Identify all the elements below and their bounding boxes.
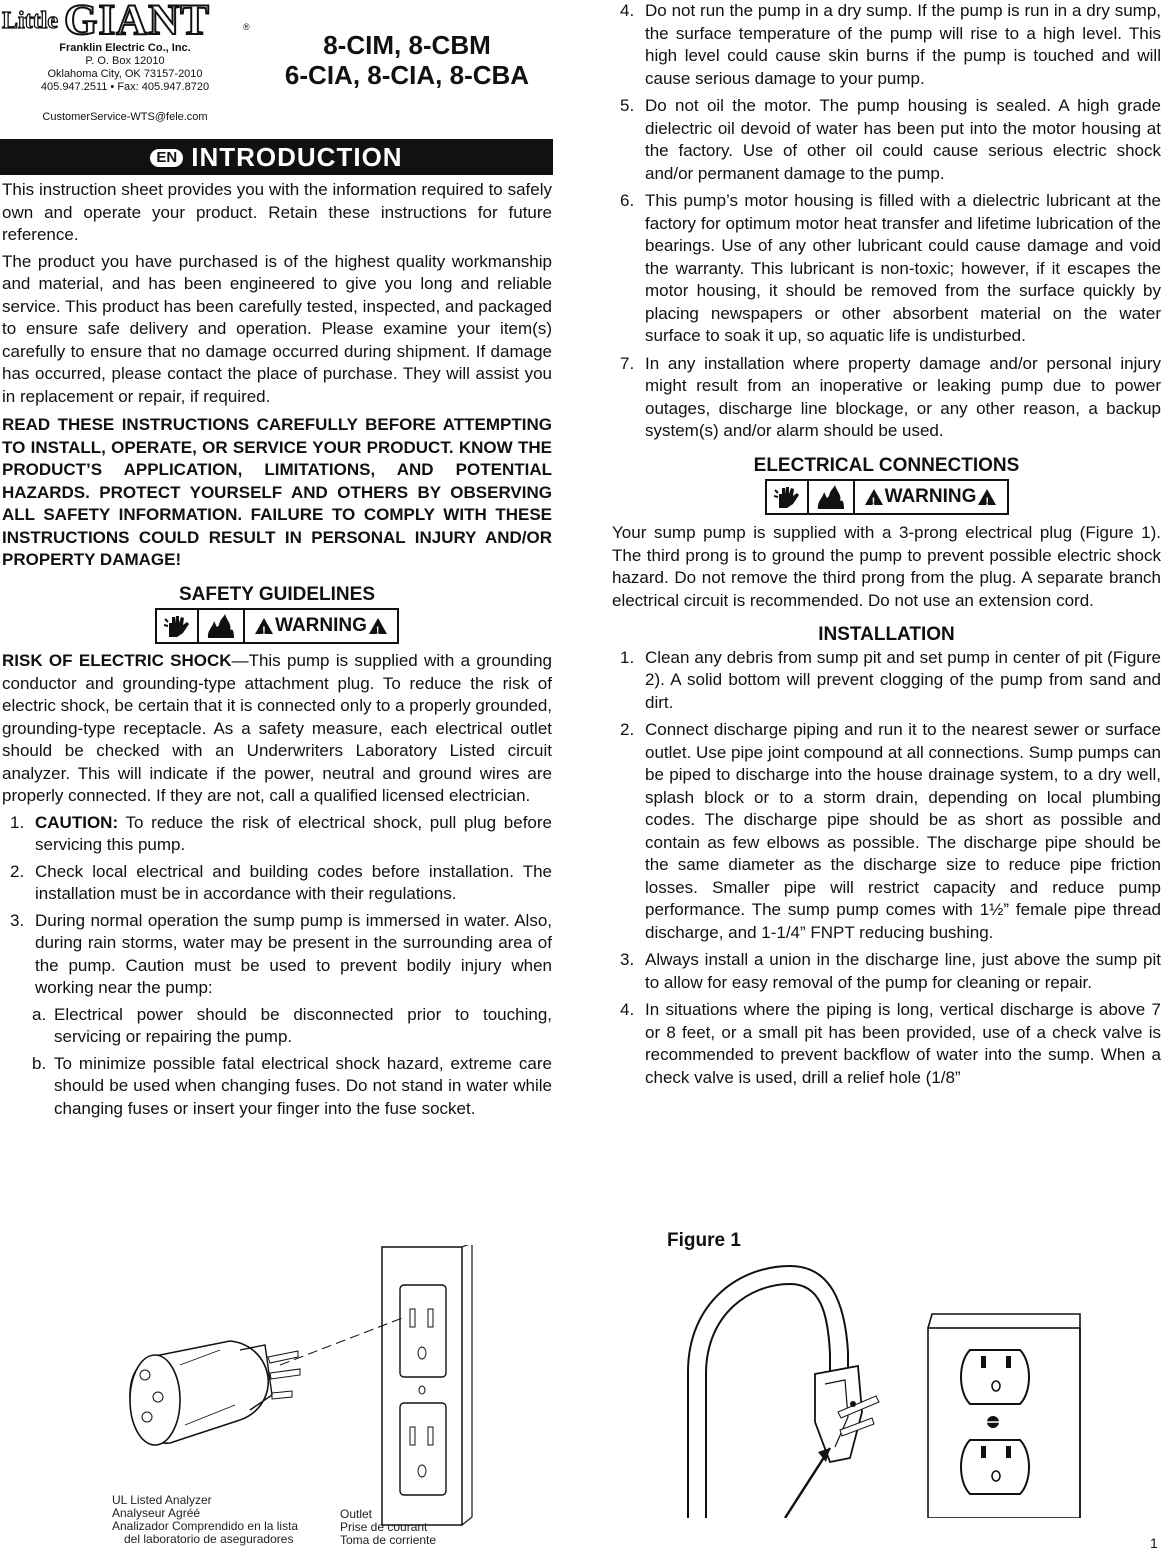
company-address (0, 42, 250, 94)
logo-registered: ® (243, 22, 250, 32)
electrical-heading: ELECTRICAL CONNECTIONS (753, 454, 1020, 476)
list-item: 4. In situations where the piping is long, vertical discharge is above 7 or 8 feet, or a small pit has been provided, use of a check valve is recommended to prevent backflow of water into the sump. When a check valve is used, drill a relief hole (1/8” (620, 1000, 1161, 1087)
warning-triangle-icon: ! (255, 618, 273, 634)
left-column (2, 179, 552, 1120)
models-line-1: 8-CIM, 8-CBM (323, 30, 491, 60)
company-name: Franklin Electric Co., Inc. (59, 42, 191, 54)
warning-box-electrical (765, 479, 1009, 515)
list-item: 6. This pump’s motor housing is filled with a dielectric lubricant at the factory for optimum motor heat transfer and lifetime lubrication of the bearings. Use of any other lubricant could cause damage and void the warranty. This lubricant is non-toxic; however, if it escapes the motor housing, it should be removed from the surface quickly by placing newspapers or other absorbent material on the water surface to soak it up, so aquatic life is undisturbed. (620, 191, 1161, 345)
figure-1-plug-illustration (680, 1262, 1090, 1518)
outlet-caption: Outlet Prise de courant Toma de corriente (340, 1507, 437, 1547)
warning-triangle-icon: ! (978, 489, 996, 505)
list-item: 1. Clean any debris from sump pit and set pump in center of pit (Figure 2). A solid bottom will prevent clogging of the pump from sand and dirt. (620, 647, 1161, 712)
installation-heading: INSTALLATION (818, 624, 955, 645)
section-title: INTRODUCTION (191, 142, 403, 172)
fire-icon (199, 610, 245, 642)
safety-heading: SAFETY GUIDELINES (178, 583, 375, 605)
risk-text: —This pump is supplied with a grounding conductor and grounding-type attachment plug. To reduce the risk of electric shock, be certain that it is connected only to a properly grounded, grounding-type receptacle. As a safety measure, each electrical outlet should be checked with an Underwriters Laboratory Listed circuit analyzer. This will indicate if the power, neutral and ground wires are properly connected. If they are not, call a qualified licensed electrician. (2, 651, 552, 805)
list-item: 2. Check local electrical and building codes before installation. The installation must be in accordance with their regulations. (10, 861, 552, 903)
risk-lead: RISK OF ELECTRIC SHOCK (2, 651, 232, 670)
list-item: 1. CAUTION: To reduce the risk of electrical shock, pull plug before servicing this pump. (10, 812, 552, 854)
electrical-paragraph: Your sump pump is supplied with a 3-prong electrical plug (Figure 1). The third prong is to ground the pump to prevent possible electric shock hazard. Do not remove the third prong from the plug. A separate branch electrical circuit is recommended. Do not use an extension cord. (612, 523, 1161, 610)
warning-triangle-icon: ! (369, 618, 387, 634)
hand-shock-icon (767, 481, 809, 513)
warning-text: ! WARNING ! (245, 610, 397, 642)
list-item: 4. Do not run the pump in a dry sump. If the pump is run in a dry sump, the surface temperature of the pump will rise to a high level. This high level could cause skin burns if the pump is touched and will cause serious damage to your pump. (620, 1, 1161, 88)
warning-text: ! WARNING ! (855, 481, 1007, 513)
warning-box-safety (155, 608, 399, 644)
city: Oklahoma City, OK 73157-2010 (47, 68, 203, 80)
po-box: P. O. Box 12010 (85, 55, 165, 67)
fire-icon (809, 481, 855, 513)
list-item: 2. Connect discharge piping and run it to the nearest sewer or surface outlet. Use pipe joint compound at all connections. Sump pumps can be piped to discharge into the house drainage system, to a dry well, splash block or to a storm drain, depending on local plumbing codes. The discharge pipe should be as short as possible and contain as few elbows as possible. The discharge pipe should be the same diameter as the discharge size to reduce pipe friction losses. Smaller pipe will restrict capacity and reduce pump performance. The sump pump comes with 1½” female pipe thread discharge, and 1-1/4” FNPT reducing bushing. (620, 720, 1161, 942)
models-line-2: 6-CIA, 8-CIA, 8-CBA (284, 60, 530, 90)
intro-paragraph-2: The product you have purchased is of the highest quality workmanship and material, and has been engineered to give you long and reliable service. This product has been carefully tested, inspected, and packaged to ensure safe delivery and operation. Please examine your item(s) carefully to ensure that no damage occurred during shipment. If damage has occurred, please contact the place of purchase. They will assist you in replacement or repair, if required. (2, 251, 552, 406)
language-badge: EN (150, 149, 183, 167)
list-item: 7. In any installation where property damage and/or personal injury might result from an inoperative or leaking pump due to power outages, discharge line blockage, or any other reason, a backup system(s) and/or alarm should be used. (620, 353, 1161, 440)
hand-shock-icon (157, 610, 199, 642)
intro-paragraph-1: This instruction sheet provides you with the information required to safely own and operate your product. Retain these instructions for future reference. (2, 180, 552, 244)
sub-list-item: b. To minimize possible fatal electrical shock hazard, extreme care should be used when changing fuses. Do not stand in water while changing fuses or insert your finger into the fuse socket. (32, 1053, 552, 1118)
list-item: 5. Do not oil the motor. The pump housing is sealed. A high grade dielectric oil devoid of water has been put into the motor housing at the factory. Use of other oil could cause serious electric shock and/or permanent damage to the pump. (620, 96, 1161, 183)
brand-logo (2, 0, 252, 44)
caps-notice: READ THESE INSTRUCTIONS CAREFULLY BEFORE ATTEMPTING TO INSTALL, OPERATE, OR SERVICE YOUR PRODUCT. KNOW THE PRODUCT’S APPLICATION, LIMITATIONS, AND POTENTIAL HAZARDS. PROTECT YOURSELF AND OTHERS BY OBSERVING ALL SAFETY INFORMATION. FAILURE TO COMPLY WITH THESE INSTRUCTIONS COULD RESULT IN PERSONAL INJURY AND/OR PROPERTY DAMAGE! (2, 415, 552, 569)
sub-list-item: a. Electrical power should be disconnected prior to touching, servicing or repairing the pump. (32, 1004, 552, 1046)
phone-fax: 405.947.2511 • Fax: 405.947.8720 (40, 81, 210, 93)
model-numbers (262, 30, 552, 90)
analyzer-caption: UL Listed Analyzer Analyseur Agréé Analizador Comprendido en la lista del laboratorio de aseguradores (112, 1493, 299, 1546)
warning-triangle-icon: ! (865, 489, 883, 505)
email: CustomerService-WTS@fele.com (42, 111, 208, 123)
list-item: 3. Always install a union in the discharge line, just above the sump pit to allow for easy removal of the pump for cleaning or repair. (620, 950, 1161, 992)
safety-list-left (2, 812, 552, 1121)
figure-1-label: Figure 1 (667, 1230, 741, 1251)
right-column (612, 0, 1161, 1089)
introduction-banner (0, 139, 553, 175)
logo-little: Little (2, 8, 58, 34)
circuit-analyzer-illustration (100, 1245, 480, 1530)
page-number: 1 (1150, 1535, 1158, 1551)
logo-giant: GIANT (64, 0, 210, 44)
list-item: 3. During normal operation the sump pump is immersed in water. Also, during rain storms, water may be present in the surrounding area of the pump. Caution must be used to prevent bodily injury when working near the pump: (10, 910, 552, 997)
risk-paragraph (2, 650, 552, 808)
